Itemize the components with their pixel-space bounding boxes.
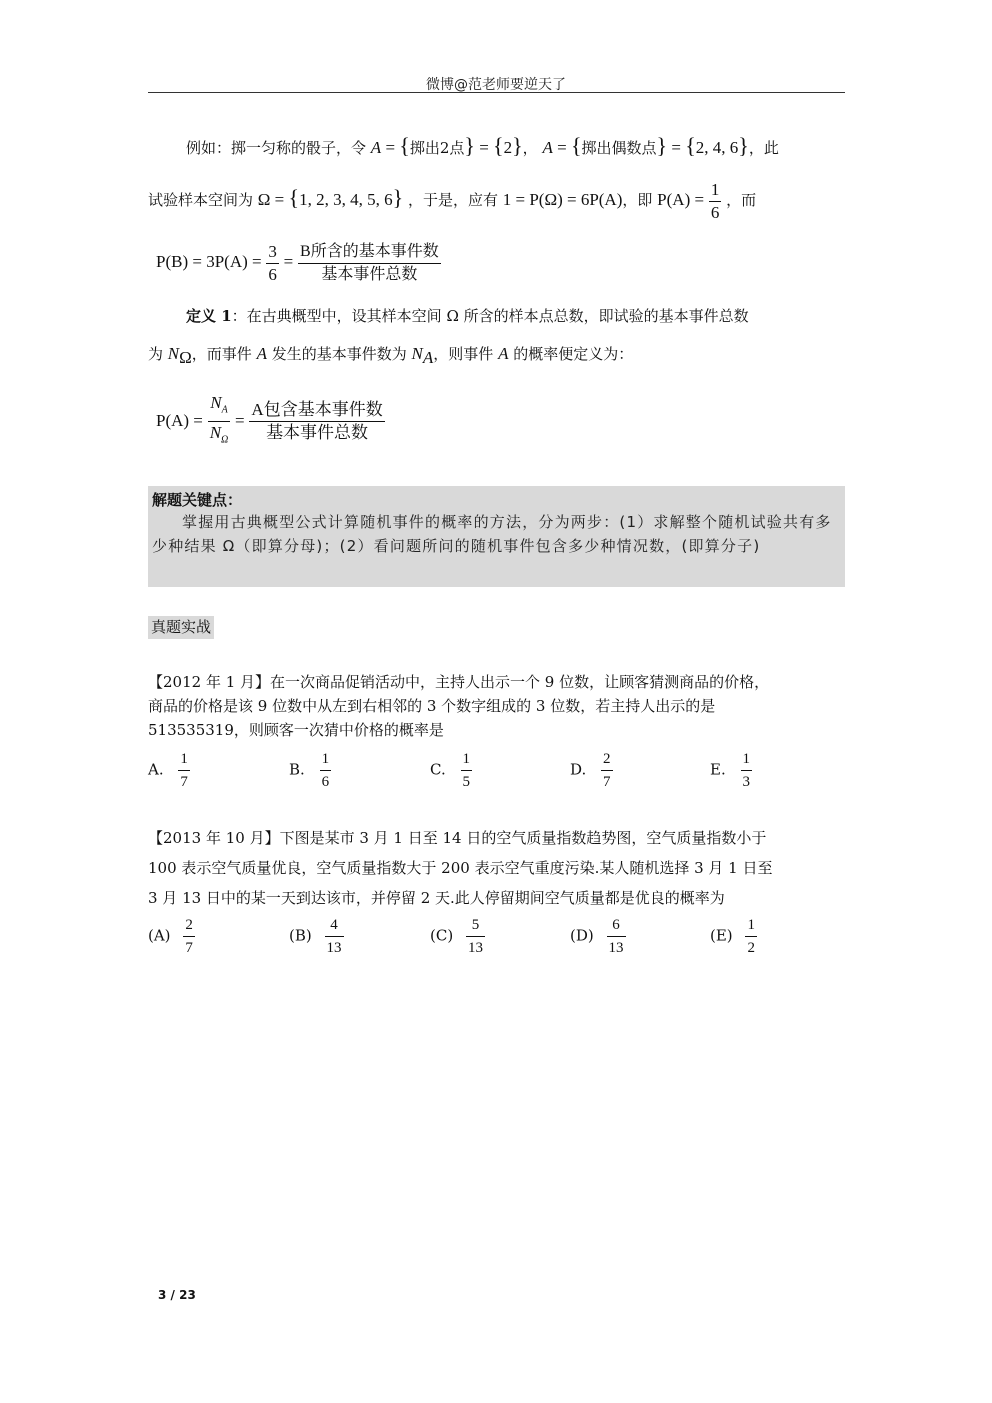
pb-formula: P(B) = 3P(A) = $\frac{3}{6}$ = $\frac{\text{B所含的基本事件数}}{\text{基本事件总数}}$ (156, 241, 439, 284)
q2-option-c[interactable]: (C) $\frac{5}{13}$ (430, 914, 485, 959)
example-prefix: 例如：掷一匀称的骰子，令 (186, 139, 367, 157)
page-number: 3 / 23 (158, 1288, 196, 1302)
pa-fraction (709, 179, 722, 224)
q2-line-3: 3 月 13 日中的某一天到达该市，并停留 2 天.此人停留期间空气质量都是优良的概率为 (148, 889, 725, 907)
def-a: 为 (148, 345, 164, 363)
q1-option-e[interactable]: E. $\frac{1}{3}$ (710, 748, 752, 793)
pb-text-fraction (298, 241, 441, 286)
n-omega: N (167, 344, 180, 363)
def-c: 发生的基本事件数为 (271, 345, 407, 363)
q1-line-3: 513535319，则顾客一次猜中价格的概率是 (148, 721, 444, 739)
formula-text-num: A包含基本事件数 (249, 399, 384, 422)
q2-option-e[interactable]: (E) $\frac{1}{2}$ (710, 914, 757, 959)
pa-num: 1 (709, 179, 722, 202)
pa-lhs: P(A) = (657, 190, 705, 209)
q2-option-b[interactable]: (B) $\frac{4}{13}$ (289, 914, 344, 959)
pb-lhs: P(B) = 3P(A) = (156, 252, 262, 271)
def-b: ，而事件 (191, 345, 252, 363)
line2-mid2: ，即 (622, 191, 653, 209)
n-omega-sub: Ω (179, 348, 192, 367)
omega-set: 1, 2, 3, 4, 5, 6 (299, 190, 393, 209)
set-b-value: 2, 4, 6 (695, 138, 739, 157)
definition-label: 定义 1 (186, 307, 232, 325)
def-e: 的概率便定义为： (513, 345, 634, 363)
eq-prob: 1 = P(Ω) = 6P(A) (502, 190, 623, 209)
formula-text-fraction (249, 399, 384, 444)
def-d: ，则事件 (433, 345, 494, 363)
key-points-body: 掌握用古典概型公式计算随机事件的概率的方法，分为两步：(1）求解整个随机试验共有多少种结果 Ω（即算分母)；(2）看问题所问的随机事件包含多少种情况数，(即算分子) (152, 513, 832, 555)
definition-formula: P(A) = $\frac{N_A}{N_\Omega}$ = $\frac{\text{A包含基本事件数}}{\text{基本事件总数}}$ (156, 392, 385, 452)
key-points-title: 解题关键点： (152, 491, 243, 509)
q1-option-b[interactable]: B. $\frac{1}{6}$ (289, 748, 331, 793)
set-a-value: 2 (503, 138, 513, 157)
formula-num: N (210, 393, 222, 412)
set-a-label: 掷出2点 (409, 139, 465, 157)
line1-suffix: ，此 (748, 139, 779, 157)
definition-line-2: 为 $N_\Omega$，而事件 A 发生的基本事件数为 $N_A$，则事件 A 的概率便定义为： (148, 344, 634, 367)
pb-den: 6 (268, 264, 277, 284)
q1-line-1: 【2012 年 1 月】在一次商品促销活动中，主持人出示一个 9 位数，让顾客猜测商品的价格， (148, 673, 770, 691)
q2-option-d[interactable]: (D) $\frac{6}{13}$ (570, 914, 626, 959)
example-line-2: 试验样本空间为 Ω = {1, 2, 3, 4, 5, 6} ，于是，应有 1 = P(Ω) = 6P(A)，即 P(A) = $\frac{1}{6}$ ，而 (148, 179, 757, 222)
formula-text-den: 基本事件总数 (266, 423, 369, 443)
q2-line-2: 100 表示空气质量优良，空气质量指数大于 200 表示空气重度污染.某人随机选择 3 月 1 日至 (148, 859, 773, 877)
line2-prefix: 试验样本空间为 (148, 191, 254, 209)
event-a: A (256, 344, 267, 363)
var-a: A (370, 138, 382, 157)
example-line-1: 例如：掷一匀称的骰子，令 A = {掷出2点} = {2}， A = {掷出偶数点} = {2, 4, 6}，此 (186, 133, 779, 158)
formula-fraction: $\frac{N_A}{N_\Omega}$ (209, 393, 229, 446)
n-a-sub: A (422, 348, 434, 367)
pa-den: 6 (710, 202, 720, 222)
section-tag: 真题实战 (148, 616, 214, 639)
sep-1: ， (522, 139, 538, 157)
q1-option-c[interactable]: C. $\frac{1}{5}$ (430, 748, 472, 793)
q1-option-d[interactable]: D. $\frac{2}{7}$ (570, 748, 613, 793)
q1-line-2: 商品的价格是该 9 位数中从左到右相邻的 3 个数字组成的 3 位数，若主持人出示的是 (148, 697, 716, 715)
definition-text-1: ：在古典概型中，设其样本空间 Ω 所含的样本点总数，即试验的基本事件总数 (231, 307, 749, 325)
pb-fraction (266, 241, 279, 286)
formula-lhs: P(A) = (156, 410, 203, 430)
definition-line-1 (186, 306, 749, 326)
line2-suffix: ，而 (726, 191, 757, 209)
q2-option-a[interactable]: (A) $\frac{2}{7}$ (148, 914, 195, 959)
set-b-label: 掷出偶数点 (581, 139, 657, 157)
pb-text-num: B所含的基本事件数 (298, 241, 441, 264)
header-rule (148, 92, 845, 93)
q2-line-1: 【2013 年 10 月】下图是某市 3 月 1 日至 14 日的空气质量指数趋势图，空气质量指数小于 (148, 829, 767, 847)
line2-mid: ，于是，应有 (407, 191, 498, 209)
pb-text-den: 基本事件总数 (321, 265, 418, 283)
formula-den: N (209, 423, 222, 443)
pb-num: 3 (266, 241, 279, 264)
page-header: 微博@范老师要逆天了 (426, 77, 566, 93)
q1-option-a[interactable]: A. $\frac{1}{7}$ (148, 748, 190, 793)
